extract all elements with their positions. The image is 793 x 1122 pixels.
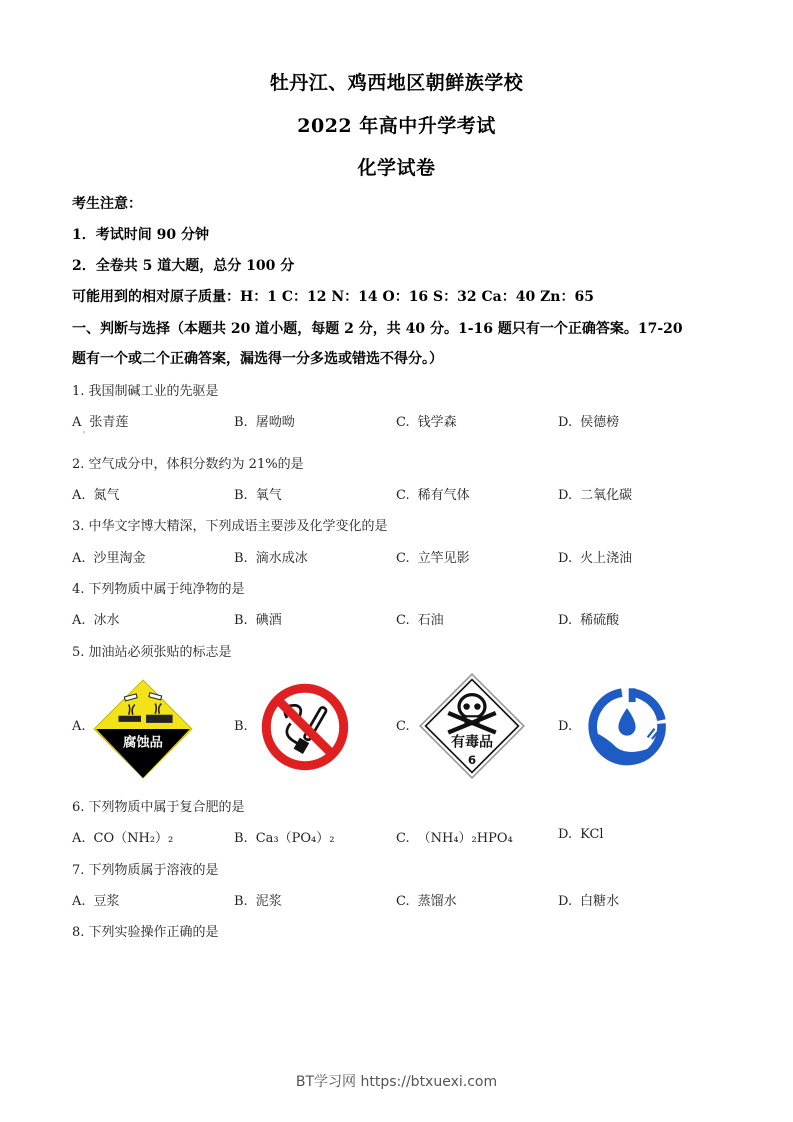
q2-option-b[interactable]: [234, 484, 282, 503]
option-label: A.: [72, 894, 86, 909]
question-2-stem: 2. 空气成分中，体积分数约为 21%的是: [72, 457, 304, 472]
question-8-stem: 8. 下列实验操作正确的是: [72, 925, 219, 940]
option-text: 侯德榜: [580, 415, 620, 430]
option-label: D.: [558, 551, 573, 566]
option-label: C.: [396, 488, 410, 503]
option-text: 蒸馏水: [417, 894, 457, 909]
q6-option-b[interactable]: [234, 827, 334, 846]
option-text: 立竿见影: [417, 551, 470, 566]
option-text: Ca₃（PO₄）₂: [255, 831, 335, 846]
q6-option-c[interactable]: [396, 827, 513, 846]
question-7-stem: 7. 下列物质属于溶液的是: [72, 863, 219, 878]
corrosive-label: 腐蚀品: [123, 735, 163, 751]
option-label: B.: [234, 613, 248, 628]
option-text: 氮气: [93, 488, 120, 503]
exam-region-title: 牡丹江、鸡西地区朝鲜族学校: [269, 72, 524, 94]
option-label: B.: [234, 831, 248, 846]
stray-mark: ': [83, 430, 86, 439]
water-saving-sign-icon[interactable]: [584, 684, 670, 770]
option-label: A: [72, 415, 82, 430]
question-6-stem: 6. 下列物质中属于复合肥的是: [72, 800, 245, 815]
exam-year-title: 2022 年高中升学考试: [297, 115, 496, 137]
option-label: B.: [234, 894, 248, 909]
option-text: 张青莲: [89, 415, 129, 430]
q7-option-b[interactable]: [234, 890, 282, 909]
toxic-class-number: 6: [467, 752, 477, 767]
option-label: A.: [72, 831, 86, 846]
option-text: 稀硫酸: [580, 613, 620, 628]
q1-option-d[interactable]: [558, 411, 619, 430]
q4-option-b[interactable]: [234, 609, 282, 628]
q4-option-c[interactable]: [396, 609, 444, 628]
toxic-label: 有毒品: [450, 734, 494, 751]
option-label: D.: [558, 613, 573, 628]
option-label: D.: [558, 415, 573, 430]
option-label: A.: [72, 488, 86, 503]
section1-instructions-line2: 题有一个或二个正确答案，漏选得一分多选或错选不得分。）: [72, 351, 443, 367]
q7-option-c[interactable]: [396, 890, 457, 909]
question-1-stem: 1. 我国制碱工业的先驱是: [72, 384, 219, 399]
footer-watermark[interactable]: BT学习网 https://btxuexi.com: [295, 1074, 498, 1090]
question-5-stem: 5. 加油站必须张贴的标志是: [72, 645, 232, 660]
q6-option-d[interactable]: [558, 827, 604, 842]
q6-option-a[interactable]: [72, 827, 173, 846]
notice-time: 1．考试时间 90 分钟: [72, 227, 209, 243]
option-text: 钱学森: [417, 415, 457, 430]
option-text: （NH₄）₂HPO₄: [417, 831, 513, 846]
option-text: 屠呦呦: [255, 415, 295, 430]
option-text: 沙里淘金: [93, 551, 146, 566]
option-text: CO（NH₂）₂: [93, 831, 174, 846]
question-4-stem: 4. 下列物质中属于纯净物的是: [72, 582, 245, 597]
option-label: C.: [396, 551, 410, 566]
q2-option-a[interactable]: [72, 484, 120, 503]
option-text: 滴水成冰: [255, 551, 308, 566]
q5-option-c-label[interactable]: C.: [396, 719, 410, 734]
option-label: C.: [396, 613, 410, 628]
q1-option-c[interactable]: [396, 411, 457, 430]
option-text: 豆浆: [93, 894, 120, 909]
q2-option-d[interactable]: [558, 484, 632, 503]
q7-option-d[interactable]: [558, 890, 619, 909]
section1-instructions-line1: 一、判断与选择（本题共 20 道小题，每题 2 分，共 40 分。1-16 题只有一个正确答案。17-20: [72, 321, 683, 337]
option-text: KCl: [580, 827, 604, 842]
option-label: B.: [234, 551, 248, 566]
q5-option-a-label[interactable]: A.: [72, 719, 86, 734]
option-label: C.: [396, 831, 410, 846]
option-text: 冰水: [93, 613, 120, 628]
option-text: 白糖水: [580, 894, 620, 909]
option-text: 石油: [417, 613, 444, 628]
q4-option-d[interactable]: [558, 609, 619, 628]
option-text: 泥浆: [255, 894, 282, 909]
option-label: C.: [396, 415, 410, 430]
q3-option-a[interactable]: [72, 547, 146, 566]
atomic-masses: 可能用到的相对原子质量：H：1 C：12 N：14 O：16 S：32 Ca：40 Zn：65: [72, 289, 594, 305]
option-label: A.: [72, 613, 86, 628]
option-label: D.: [558, 488, 573, 503]
q3-option-d[interactable]: [558, 547, 632, 566]
option-label: B.: [234, 415, 248, 430]
q7-option-a[interactable]: [72, 890, 120, 909]
exam-subject-title: 化学试卷: [357, 157, 436, 179]
option-label: C.: [396, 894, 410, 909]
notice-heading: 考生注意：: [72, 196, 142, 212]
toxic-sign-icon[interactable]: [418, 672, 526, 780]
option-text: 二氧化碳: [580, 488, 633, 503]
option-label: D.: [558, 827, 573, 842]
option-text: 火上浇油: [580, 551, 633, 566]
notice-score: 2．全卷共 5 道大题，总分 100 分: [72, 258, 295, 274]
q1-option-b[interactable]: [234, 411, 295, 430]
q2-option-c[interactable]: [396, 484, 470, 503]
q5-option-b-label[interactable]: B.: [234, 719, 248, 734]
q3-option-b[interactable]: [234, 547, 308, 566]
option-label: A.: [72, 551, 86, 566]
q1-option-a[interactable]: [72, 411, 128, 430]
question-3-stem: 3. 中华文字博大精深，下列成语主要涉及化学变化的是: [72, 519, 388, 534]
corrosive-sign-icon[interactable]: [92, 678, 194, 780]
option-text: 氧气: [255, 488, 282, 503]
q4-option-a[interactable]: [72, 609, 120, 628]
option-label: D.: [558, 894, 573, 909]
q3-option-c[interactable]: [396, 547, 470, 566]
option-text: 碘酒: [255, 613, 282, 628]
option-label: B.: [234, 488, 248, 503]
option-text: 稀有气体: [417, 488, 470, 503]
no-smoking-sign-icon[interactable]: [260, 682, 350, 772]
q5-option-d-label[interactable]: D.: [558, 719, 573, 734]
